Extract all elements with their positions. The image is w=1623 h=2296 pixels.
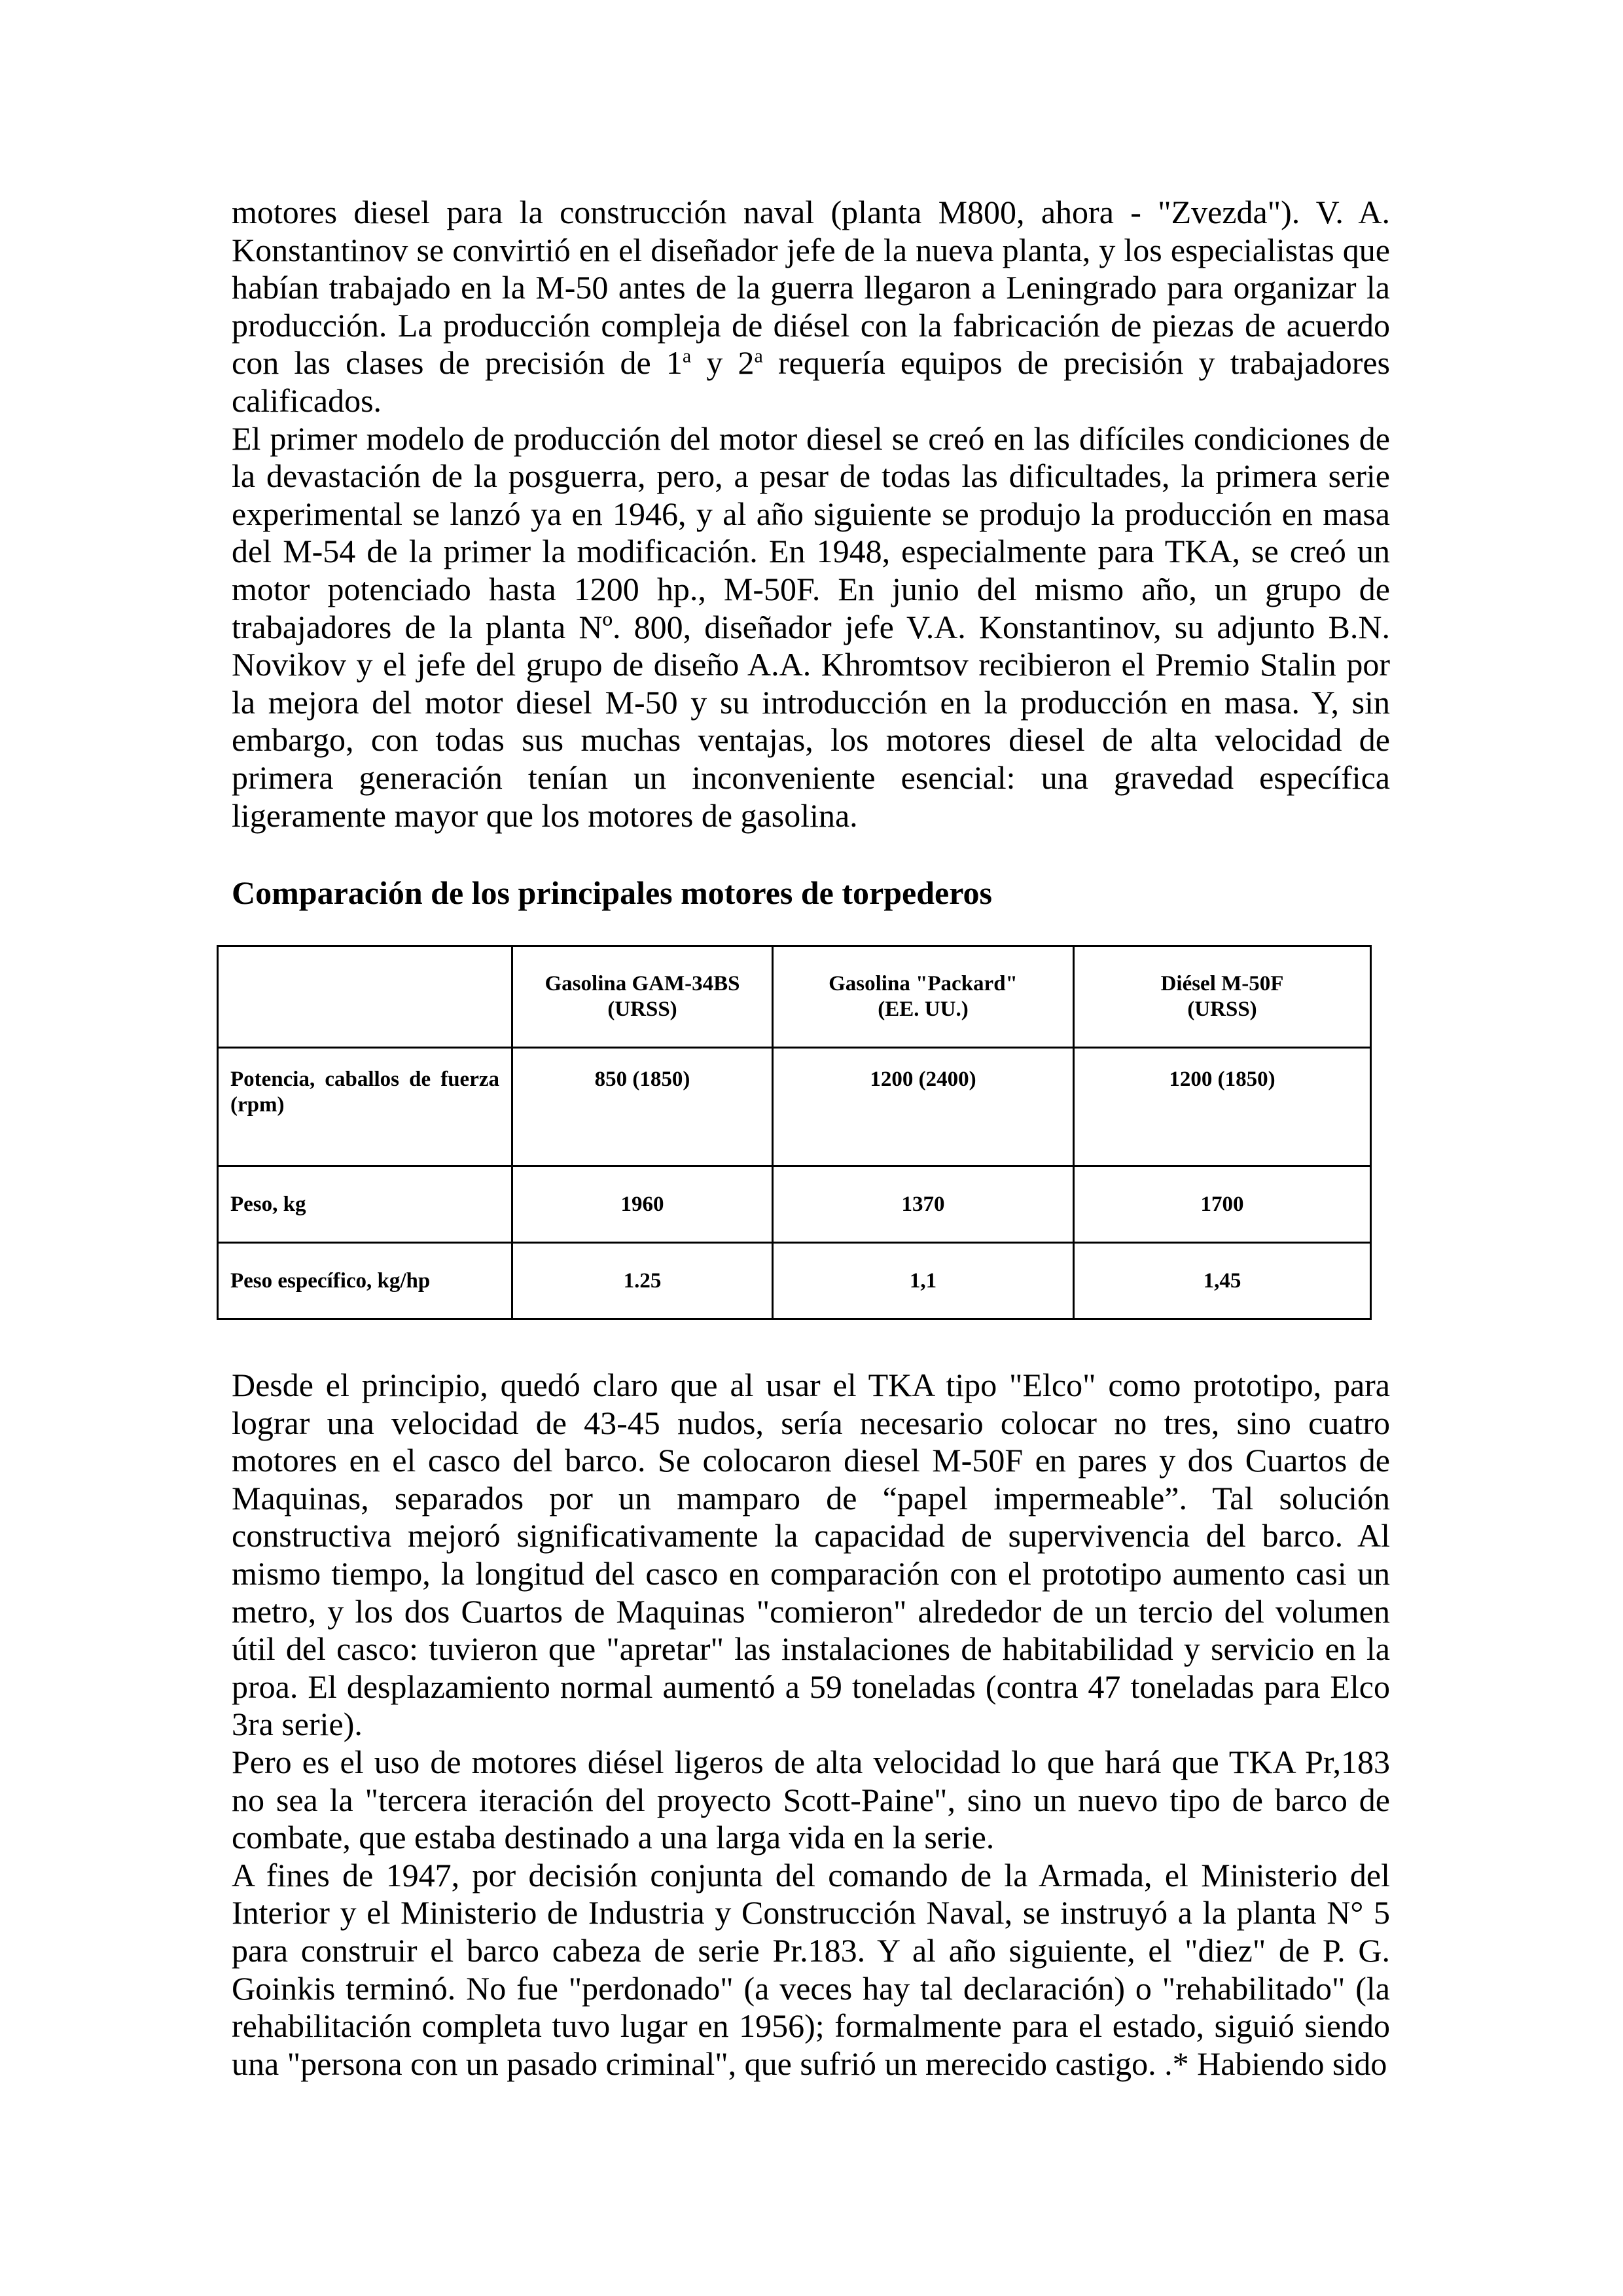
row-label: Peso específico, kg/hp (218, 1243, 512, 1319)
paragraph-text: requería equipos de precisión y trabajadores calificados. (232, 344, 1391, 419)
row-label: Peso, kg (218, 1166, 512, 1243)
table-cell: 1,45 (1074, 1243, 1371, 1319)
table-cell: 1370 (773, 1166, 1074, 1243)
column-header-label: Gasolina GAM-34BS (544, 972, 740, 996)
body-text-block-top (232, 194, 1390, 834)
table-header-row (218, 946, 1371, 1048)
table-row (218, 1243, 1371, 1319)
engine-comparison-table (217, 945, 1372, 1320)
column-header-country: (URSS) (607, 997, 677, 1021)
paragraph-1947-decision: A fines de 1947, por decisión conjunta del comando de la Armada, el Ministerio del Interior y el Ministerio de Industria y Construcción Naval, se instruyó a la planta N° 5 para construir el barco cabeza de serie Pr.183. Y al año siguiente, el "diez" de P. G. Goinkis terminó. No fue "perdonado" (a veces hay tal declaración) o "rehabilitado" (la rehabilitación completa tuvo lugar en 1956); formalmente para el estado, siguió siendo una "persona con un pasado criminal", que sufrió un merecido castigo. .* Habiendo sido (232, 1856, 1390, 2082)
table-column-header (773, 946, 1074, 1048)
table-cell: 1200 (1850) (1074, 1048, 1371, 1166)
paragraph-text: y 2 (691, 344, 755, 382)
table-cell: 1700 (1074, 1166, 1371, 1243)
section-heading: Comparación de los principales motores de torpederos (232, 874, 992, 911)
table-cell: 850 (1850) (512, 1048, 773, 1166)
ordinal-superscript: a (754, 345, 763, 367)
column-header-country: (EE. UU.) (878, 997, 969, 1021)
paragraph-text: motores diesel para la construcción naval (planta M800, ahora - "Zvezda"). V. A. Konstantinov se convirtió en el diseñador jefe de la nueva planta, y los especialistas que habían trabajado en la M-50 antes de la guerra llegaron a Leningrado para organizar la producción. La producción compleja de diésel con la fabricación de piezas de acuerdo con las clases de precisión de 1 (232, 194, 1390, 382)
column-header-label: Gasolina "Packard" (829, 972, 1018, 996)
column-header-country: (URSS) (1187, 997, 1257, 1021)
table-column-header (1074, 946, 1371, 1048)
row-label: Potencia, caballos de fuerza (rpm) (218, 1048, 512, 1166)
table-column-header (512, 946, 773, 1048)
paragraph-diesel-new-type: Pero es el uso de motores diésel ligeros de alta velocidad lo que hará que TKA Pr,183 no sea la "tercera iteración del proyecto Scott-Paine", sino un nuevo tipo de barco de combate, que estaba destinado a una larga vida en la serie. (232, 1743, 1390, 1856)
table-cell: 1200 (2400) (773, 1048, 1074, 1166)
ordinal-superscript: a (682, 345, 692, 367)
table-row (218, 1166, 1371, 1243)
table-cell: 1,1 (773, 1243, 1074, 1319)
paragraph-diesel-plant (232, 194, 1390, 420)
column-header-label: Diésel M-50F (1160, 972, 1284, 996)
table-cell: 1960 (512, 1166, 773, 1243)
table-corner-cell (218, 946, 512, 1048)
paragraph-first-production-model: El primer modelo de producción del motor diesel se creó en las difíciles condiciones de la devastación de la posguerra, pero, a pesar de todas las dificultades, la primera serie experimental se lanzó ya en 1946, y al año siguiente se produjo la producción en masa del M-54 de la primer la modificación. En 1948, especialmente para TKA, se creó un motor potenciado hasta 1200 hp., M-50F. En junio del mismo año, un grupo de trabajadores de la planta Nº. 800, diseñador jefe V.A. Konstantinov, su adjunto B.N. Novikov y el jefe del grupo de diseño A.A. Khromtsov recibieron el Premio Stalin por la mejora del motor diesel M-50 y su introducción en la producción en masa. Y, sin embargo, con todas sus muchas ventajas, los motores diesel de alta velocidad de primera generación tenían un inconveniente esencial: una gravedad específica ligeramente mayor que los motores de gasolina. (232, 420, 1390, 834)
paragraph-elco-prototype: Desde el principio, quedó claro que al usar el TKA tipo "Elco" como prototipo, para lograr una velocidad de 43-45 nudos, sería necesario colocar no tres, sino cuatro motores en el casco del barco. Se colocaron diesel M-50F en pares y dos Cuartos de Maquinas, separados por un mamparo de “papel impermeable”. Tal solución constructiva mejoró significativamente la capacidad de supervivencia del barco. Al mismo tiempo, la longitud del casco en comparación con el prototipo aumento casi un metro, y los dos Cuartos de Maquinas "comieron" alrededor de un tercio del volumen útil del casco: tuvieron que "apretar" las instalaciones de habitabilidad y servicio en la proa. El desplazamiento normal aumentó a 59 toneladas (contra 47 toneladas para Elco 3ra serie). (232, 1367, 1390, 1743)
table-cell: 1.25 (512, 1243, 773, 1319)
table-row (218, 1048, 1371, 1166)
body-text-block-bottom (232, 1367, 1390, 2083)
